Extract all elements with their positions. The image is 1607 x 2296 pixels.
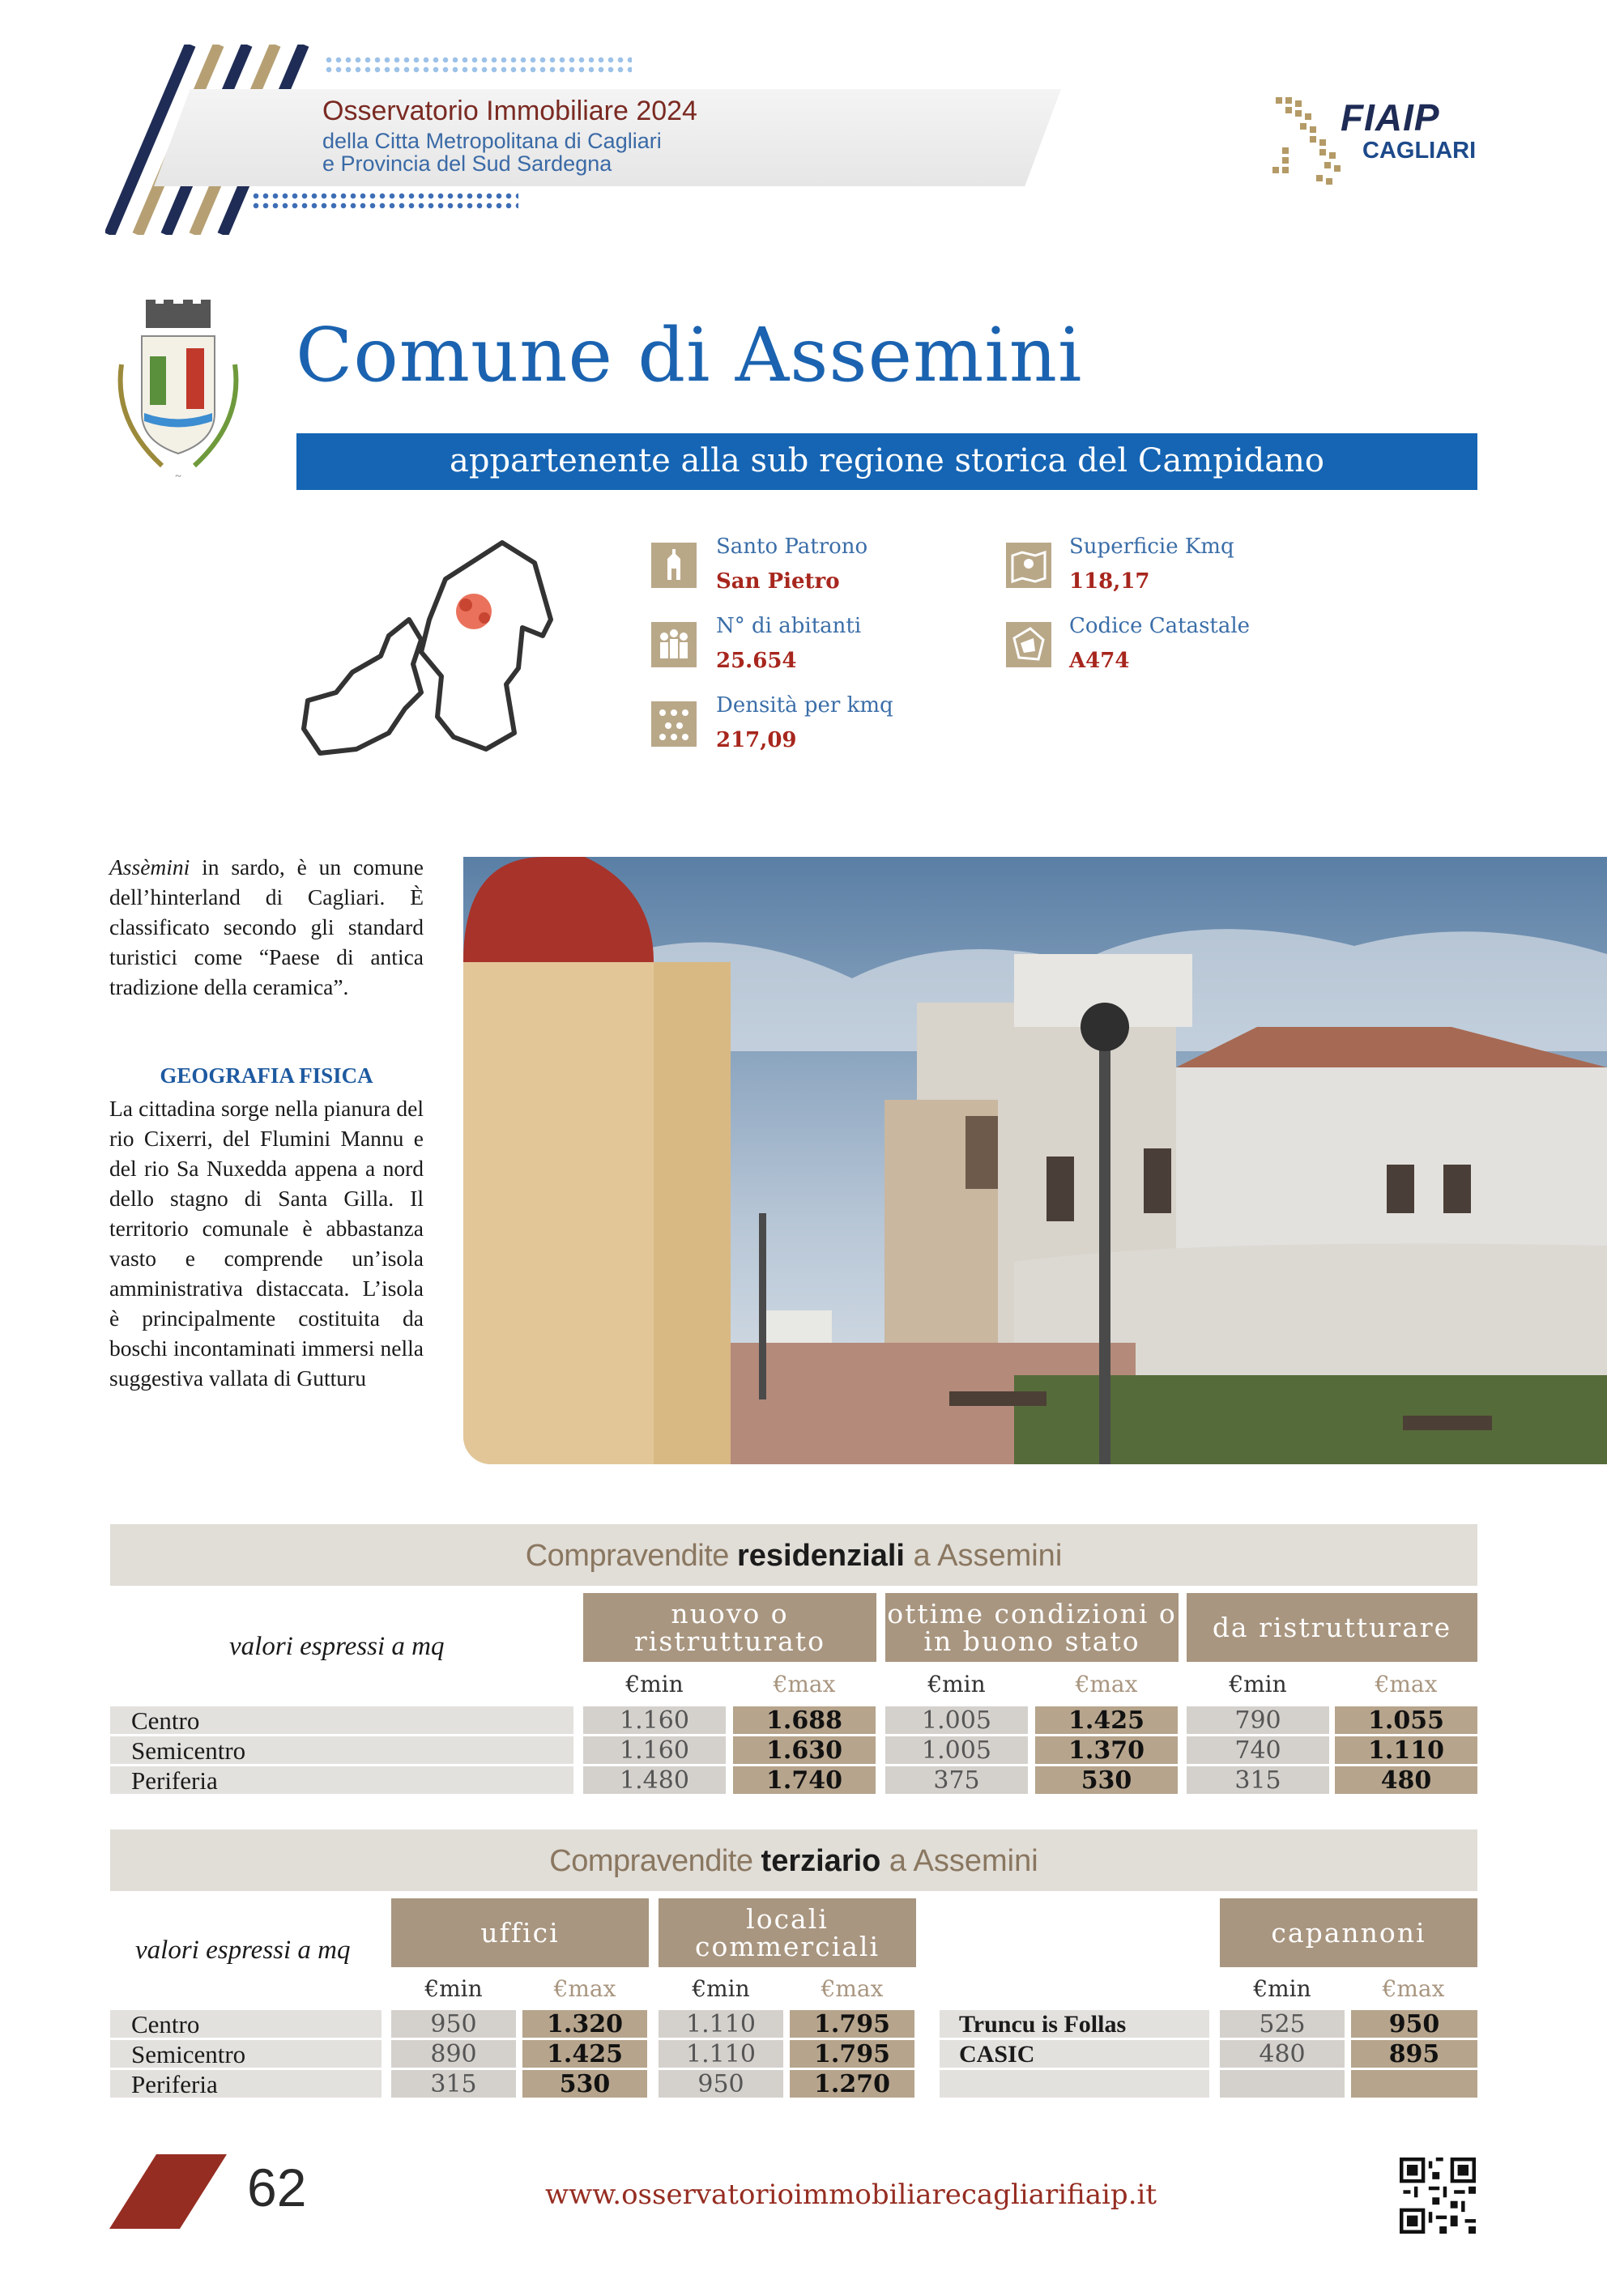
header-dots-dark	[251, 191, 518, 212]
res-cell: 1.630	[733, 1736, 876, 1764]
res-cell: 1.688	[733, 1706, 876, 1734]
ter-row-label: Semicentro	[110, 2040, 382, 2068]
res-min-1: €min	[625, 1671, 684, 1698]
cap-cell: 950	[1351, 2010, 1477, 2038]
patrono-label: Santo Patrono	[716, 535, 868, 559]
ter-cell: 890	[391, 2040, 516, 2068]
res-cat-ristrutturare: da ristrutturare	[1187, 1593, 1477, 1662]
header-subtitle-2: e Provincia del Sud Sardegna	[322, 151, 612, 176]
res-max-2: €max	[1075, 1671, 1138, 1698]
intro-italic: Assèmini	[109, 854, 190, 880]
town-photo	[463, 857, 1607, 1464]
ter-cell: 950	[659, 2070, 783, 2098]
res-cat-nuovo: nuovo o ristrutturato	[583, 1593, 876, 1662]
ter-cell: 1.425	[522, 2040, 647, 2068]
ter-head-pre: Compravendite	[549, 1844, 761, 1878]
res-row-label: Periferia	[110, 1766, 573, 1794]
res-cell: 1.370	[1035, 1736, 1178, 1764]
ter-cat-capannoni: capannoni	[1220, 1898, 1477, 1967]
res-cell: 1.005	[885, 1736, 1028, 1764]
capannoni-location: Truncu is Follas	[940, 2010, 1209, 2038]
res-cell: 480	[1335, 1766, 1477, 1794]
capannoni-location	[940, 2070, 1209, 2098]
res-cell: 790	[1187, 1706, 1329, 1734]
ter-head-bold: terziario	[761, 1844, 881, 1878]
ter-min-3: €min	[1253, 1975, 1311, 2002]
ter-cat-locali: locali commerciali	[659, 1898, 916, 1967]
ter-cat-uffici: uffici	[391, 1898, 649, 1967]
abitanti-label: N° di abitanti	[716, 614, 862, 638]
cap-cell: 895	[1351, 2040, 1477, 2068]
ter-cell: 1.320	[522, 2010, 647, 2038]
subregion-banner: appartenente alla sub regione storica del Campidano	[296, 433, 1477, 490]
ter-max-1: €max	[553, 1975, 616, 2002]
abitanti-value: 25.654	[716, 649, 797, 673]
densita-label: Densità per kmq	[716, 693, 893, 718]
footer-url-link[interactable]: www.osservatorioimmobiliarecagliarifiaip.it	[545, 2179, 1157, 2211]
res-cell: 1.055	[1335, 1706, 1477, 1734]
cap-cell: 525	[1220, 2010, 1345, 2038]
ter-row-label: Periferia	[110, 2070, 382, 2098]
res-values-label: valori espressi a mq	[229, 1632, 445, 1661]
res-head-post: a Assemini	[904, 1539, 1063, 1573]
geo-title: GEOGRAFIA FISICA	[160, 1063, 373, 1088]
geo-paragraph: La cittadina sorge nella pianura del rio Cixerri, del Flumini Mannu e del rio Sa Nuxedda appena a nord dello stagno di Santa Gilla. Il territorio comunale è abbastanza vasto e comprende un’isola amministrativa distaccata. L’isola è principalmente costituita da boschi incontaminati immersi nella suggestiva vallata di Gutturu	[109, 1096, 424, 1391]
ter-cell: 1.110	[659, 2040, 783, 2068]
cap-cell	[1220, 2070, 1345, 2098]
ter-values-label: valori espressi a mq	[135, 1936, 351, 1965]
codice-label: Codice Catastale	[1069, 614, 1251, 638]
res-cell: 1.740	[733, 1766, 876, 1794]
coat-of-arms-icon	[105, 300, 251, 486]
res-row-label: Semicentro	[110, 1736, 573, 1764]
res-cell: 530	[1035, 1766, 1178, 1794]
cap-cell: 480	[1220, 2040, 1345, 2068]
ter-cell: 950	[391, 2010, 516, 2038]
res-cell: 1.160	[583, 1706, 726, 1734]
densita-value: 217,09	[716, 728, 797, 752]
ter-min-1: €min	[424, 1975, 483, 2002]
res-max-3: €max	[1375, 1671, 1438, 1698]
ter-cell: 530	[522, 2070, 647, 2098]
res-cell: 315	[1187, 1766, 1329, 1794]
population-icon	[651, 622, 697, 667]
ter-max-2: €max	[821, 1975, 884, 2002]
svg-text:~: ~	[175, 471, 181, 483]
codice-value: A474	[1069, 649, 1130, 673]
res-head-bold: residenziali	[736, 1539, 905, 1573]
density-icon	[651, 701, 697, 747]
res-min-3: €min	[1229, 1671, 1287, 1698]
patrono-value: San Pietro	[716, 569, 840, 594]
res-cell: 1.005	[885, 1706, 1028, 1734]
ter-cell: 1.270	[790, 2070, 914, 2098]
res-cell: 740	[1187, 1736, 1329, 1764]
footer-accent	[109, 2154, 227, 2229]
ter-head-post: a Assemini	[880, 1844, 1038, 1878]
header-dots-light	[324, 55, 632, 76]
res-cell: 375	[885, 1766, 1028, 1794]
church-icon	[651, 543, 697, 588]
res-row-label: Centro	[110, 1706, 573, 1734]
intro-text: in sardo, è un comune dell’hinterland di Cagliari. È classificato secondo gli standard turistici come “Paese di antica tradizione della ceramica”.	[109, 854, 424, 999]
res-cell: 1.425	[1035, 1706, 1178, 1734]
ter-min-2: €min	[692, 1975, 750, 2002]
res-max-1: €max	[773, 1671, 836, 1698]
ter-max-3: €max	[1382, 1975, 1445, 2002]
ter-cell: 315	[391, 2070, 516, 2098]
res-cell: 1.110	[1335, 1736, 1477, 1764]
logo-city: CAGLIARI	[1362, 138, 1477, 164]
res-min-2: €min	[927, 1671, 986, 1698]
terziario-header	[110, 1830, 1477, 1891]
ter-cell: 1.110	[659, 2010, 783, 2038]
header-title: Osservatorio Immobiliare 2024	[322, 96, 697, 126]
logo-word: FIAIP	[1341, 96, 1440, 138]
qr-code-icon[interactable]	[1400, 2158, 1476, 2234]
ter-cell: 1.795	[790, 2010, 914, 2038]
res-cell: 1.160	[583, 1736, 726, 1764]
intro-paragraph	[109, 852, 424, 1002]
ter-cell: 1.795	[790, 2040, 914, 2068]
res-cell: 1.480	[583, 1766, 726, 1794]
ter-row-label: Centro	[110, 2010, 382, 2038]
cadastral-icon	[1006, 622, 1051, 667]
area-map-icon	[1006, 543, 1051, 588]
cap-cell	[1351, 2070, 1477, 2098]
res-head-pre: Compravendite	[525, 1539, 737, 1573]
header-subtitle-1: della Citta Metropolitana di Cagliari	[322, 129, 662, 153]
superficie-value: 118,17	[1069, 569, 1150, 594]
territory-map-icon	[292, 530, 616, 782]
page-title: Comune di Assemini	[296, 312, 1083, 398]
superficie-label: Superficie Kmq	[1069, 535, 1234, 559]
res-cat-ottime: ottime condizioni o in buono stato	[885, 1593, 1179, 1662]
page-number: 62	[247, 2158, 307, 2217]
capannoni-location: CASIC	[940, 2040, 1209, 2068]
residenziali-header	[110, 1524, 1477, 1586]
